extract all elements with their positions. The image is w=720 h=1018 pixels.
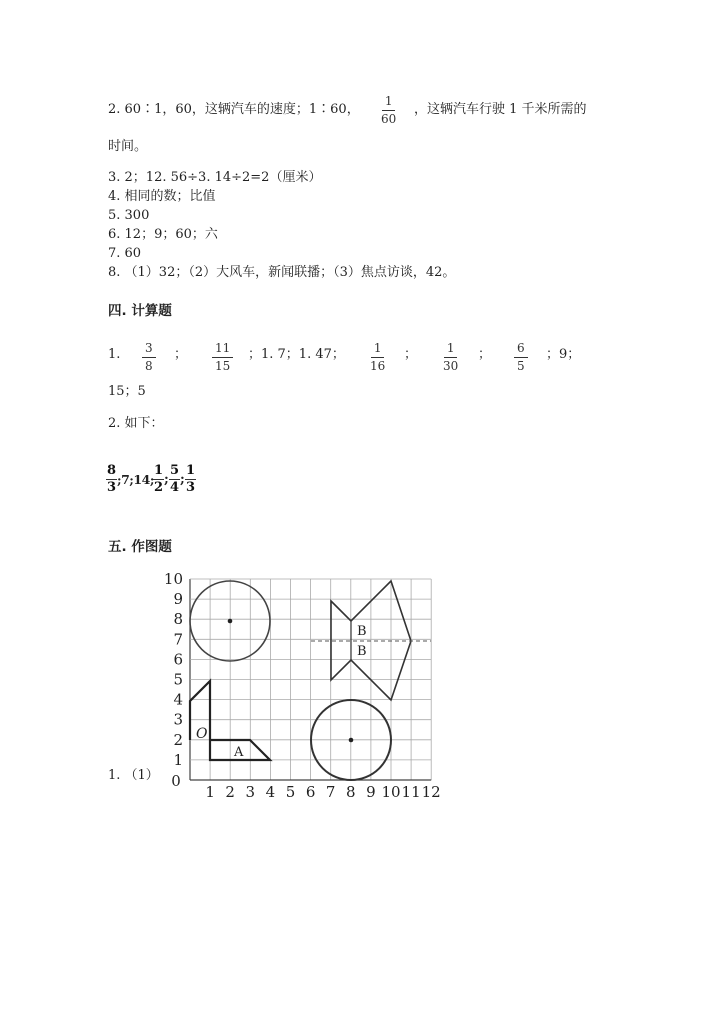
x-tick-label: 7: [325, 783, 336, 801]
fraction-numerator: 1: [154, 463, 164, 478]
x-tick-label: 2: [225, 783, 235, 801]
grid-lines: [190, 579, 431, 780]
x-tick-label: 6: [305, 783, 316, 801]
fraction-denominator: 5: [517, 359, 525, 373]
y-tick-label: 3: [173, 710, 183, 729]
x-tick-label: 4: [265, 783, 276, 801]
calc-q2-fraction-2: [153, 464, 164, 495]
y-tick-label: 7: [173, 630, 183, 649]
fraction-numerator: 8: [107, 463, 117, 478]
calc-q1-fraction-5: [514, 341, 528, 374]
section-heading-drawing: 五. 作图题: [108, 539, 172, 555]
fraction-denominator: 15: [215, 359, 231, 373]
calc-q2-integers: ;7;14;: [117, 472, 154, 487]
answer-line-2a: 2. 60∶1，60，这辆汽车的速度；1∶60，: [108, 102, 360, 117]
fraction-denominator: 3: [186, 480, 196, 495]
answer-line-2b: ，这辆汽车行驶 1 千米所需的: [414, 102, 587, 117]
calc-q1-fraction-2: [212, 341, 233, 374]
label-shape-a: A: [234, 745, 244, 760]
calc-q2-separator: ;: [164, 472, 169, 487]
calc-q2-separator: ;: [180, 472, 185, 487]
fraction-numerator: 1: [444, 341, 458, 358]
calc-q2-fraction-1: [106, 464, 117, 495]
calc-q2-fraction-3: [169, 464, 180, 495]
answer-line-7: 7. 60: [108, 246, 142, 261]
calc-q1-fraction-3: [367, 341, 388, 374]
calc-q2-fraction-4: [185, 464, 196, 495]
calc-q1-fraction-4: [440, 341, 461, 374]
calc-q1-decimals: ；1. 7；1. 47；: [248, 347, 345, 362]
x-tick-label: 10: [381, 783, 401, 801]
fraction-numerator: 1: [371, 341, 385, 358]
answer-line-4: 4. 相同的数；比值: [108, 189, 216, 204]
calc-q1-separator: ；: [174, 347, 188, 362]
label-point-o: O: [196, 726, 208, 742]
answer-line-3: 3. 2；12. 56÷3. 14÷2=2（厘米）: [108, 170, 322, 185]
fraction-denominator: 16: [370, 359, 386, 373]
calc-q1-tail: ；9；: [546, 347, 581, 362]
x-tick-label: 5: [285, 783, 296, 801]
fraction-numerator: 11: [212, 341, 233, 358]
y-tick-label: 9: [173, 590, 183, 609]
calc-q1-fraction-1: [142, 341, 156, 374]
y-tick-label: 2: [173, 730, 183, 749]
fraction-numerator: 6: [514, 341, 528, 358]
fraction-numerator: 3: [142, 341, 156, 358]
y-tick-label: 6: [173, 650, 183, 669]
x-tick-label: 12: [421, 783, 441, 801]
fraction-denominator: 4: [170, 480, 180, 495]
label-shape-b-bottom: B: [357, 644, 367, 659]
calc-q1-separator: ；: [478, 347, 492, 362]
calc-q1-label: 1.: [108, 347, 121, 362]
calc-q1-line2: 15；5: [108, 384, 146, 399]
x-tick-label: 9: [366, 783, 376, 801]
x-tick-label: 3: [245, 783, 256, 801]
section-heading-calc: 四. 计算题: [108, 303, 172, 319]
answer-line-2c: 时间。: [108, 139, 148, 154]
answer-line-8: 8. （1）32；（2）大风车，新闻联播；（3）焦点访谈，42。: [108, 265, 456, 280]
y-tick-label: 8: [173, 610, 183, 629]
circle-center-dot: [228, 619, 233, 624]
fraction-denominator: 8: [145, 359, 153, 373]
x-tick-label: 11: [401, 783, 421, 801]
fraction-denominator: 2: [154, 480, 164, 495]
y-tick-label: 5: [173, 670, 183, 689]
fraction-numerator: 1: [186, 463, 196, 478]
y-tick-label: 1: [173, 750, 183, 769]
fraction-denominator: 3: [107, 480, 117, 495]
drawing-q1-label: 1. （1）: [108, 768, 159, 783]
fraction-numerator: 1: [382, 94, 396, 111]
label-shape-b-top: B: [357, 624, 367, 639]
fraction-denominator: 60: [381, 112, 397, 126]
calc-q2-label: 2. 如下：: [108, 416, 164, 431]
circle-center-dot: [349, 738, 354, 743]
fraction-denominator: 30: [443, 359, 459, 373]
x-tick-label: 8: [346, 783, 356, 801]
x-tick-label: 0: [171, 772, 181, 790]
calc-q1-separator: ；: [404, 347, 418, 362]
fraction-1-60: [378, 94, 399, 127]
coordinate-grid-figure: [150, 570, 450, 806]
y-tick-label: 4: [173, 690, 183, 709]
y-tick-label: 10: [163, 570, 183, 588]
fraction-numerator: 5: [170, 463, 180, 478]
x-tick-label: 1: [205, 783, 215, 801]
answer-line-6: 6. 12；9；60；六: [108, 227, 218, 242]
answer-line-5: 5. 300: [108, 208, 150, 223]
